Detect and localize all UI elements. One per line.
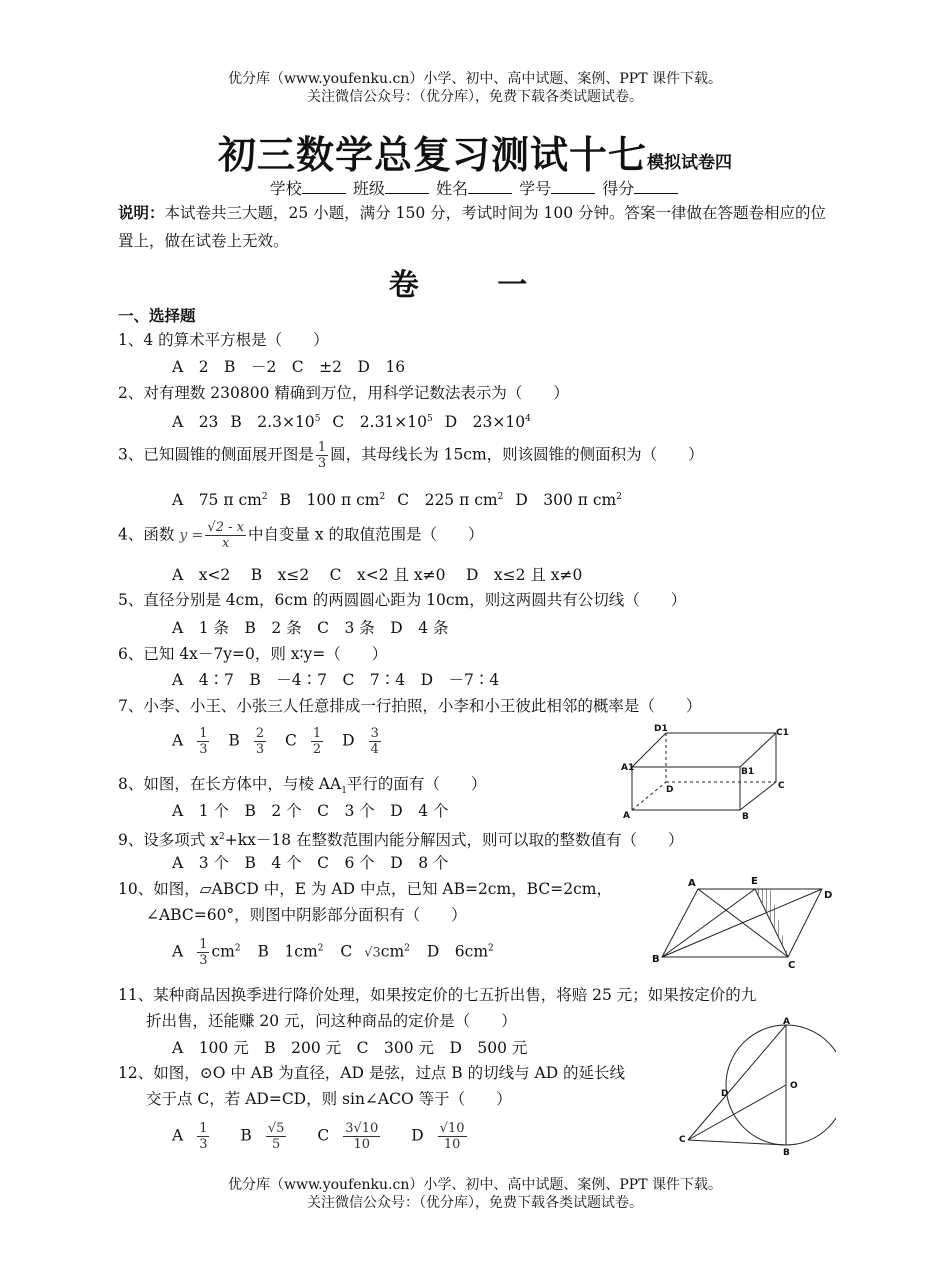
label-D: D [721,1089,729,1099]
circle-figure [676,1015,836,1163]
label-A1: A1 [621,763,635,773]
parallelogram-figure [650,872,840,972]
question-1-options: A 2 B －2 C ±2 D 16 [172,358,406,376]
question-3-options: A 75 π $cm^2$ B 100 π $cm^2$ C 225 π $cm^2$ D 300 π $cm^2$ [172,491,622,510]
header-line-2: 关注微信公众号：（优分库），免费下载各类试题试卷。 [307,89,643,105]
question-8: 8、如图，在长方体中，与棱 $AA_1$平行的面有（ ） [118,775,487,797]
question-12-options: A $\frac{1}{3}$ B $\frac{√5}{5}$ C $\frac{3√10}{10}$ D $\frac{√10}{10}$ [172,1121,465,1152]
title-main: 初三数学总复习测试十七 [217,133,647,177]
question-4-options: A x<2 B x≤2 C x<2 且 x≠0 D x≤2 且 x≠0 [172,566,583,584]
function-formula: $\frac{√2 - x}{x}$ [207,520,244,551]
question-8-options: A 1 个 B 2 个 C 3 个 D 4 个 [172,802,449,820]
label-C1: C1 [776,728,789,738]
label-A: A [783,1017,790,1027]
field-name: 姓名 [435,179,468,198]
label-B: B [742,812,749,822]
label-B1: B1 [741,767,755,777]
label-D: D [824,890,833,901]
field-id: 学号 [519,179,552,198]
question-4: 4、函数 y = $\frac{√2 - x}{x}$ 中自变量 x 的取值范围是（ ） [118,520,484,551]
volume-title: 卷 一 [388,268,562,303]
label-B: B [783,1148,790,1158]
question-6: 6、已知 4x－7y=0，则 x∶y=（ ） [118,645,388,663]
label-D1: D1 [654,724,668,734]
note-text: 本试卷共三大题，25 小题，满分 150 分，考试时间为 100 分钟。答案一律做在答题卷相应的位置上，做在试卷上无效。 [118,204,827,250]
question-9-options: A 3 个 B 4 个 C 6 个 D 8 个 [172,854,449,872]
question-3: 3、已知圆锥的侧面展开图是 $\frac{1}{3}$ 圆，其母线长为 15cm，则该圆锥的侧面积为（ ） [118,440,704,471]
question-11-options: A 100 元 B 200 元 C 300 元 D 500 元 [172,1039,528,1057]
title-sub: 模拟试卷四 [647,153,732,173]
question-12-line-1: 12、如图，⊙O 中 AB 为直径，AD 是弦，过点 B 的切线与 AD 的延长线 [118,1064,626,1082]
label-D: D [666,785,674,795]
label-E: E [751,876,758,887]
question-12-line-2: 交于点 C，若 AD=CD，则 sin∠ACO 等于（ ） [146,1090,512,1108]
question-7-options: A $\frac{1}{3}$ B $\frac{2}{3}$ C $\frac{1}{2}$ D $\frac{3}{4}$ [172,726,379,757]
label-C: C [788,960,796,971]
field-class: 班级 [352,179,385,198]
fraction: $\frac{1}{3}$ [317,440,327,471]
question-5-options: A 1 条 B 2 条 C 3 条 D 4 条 [172,619,449,637]
exam-note [118,199,834,255]
label-B: B [652,954,660,965]
question-1: 1、4 的算术平方根是（ ） [118,331,329,349]
label-A: A [688,878,696,889]
field-school: 学校 [269,179,302,198]
question-10-options: A $\frac{1}{3}$ $cm^2$ B $1cm^2$ C $√3cm^2$ D $6cm^2$ [172,937,494,968]
question-9: 9、设多项式 $x^2+kx-18$ 在整数范围内能分解因式，则可以取的整数值有（ ） [118,831,684,850]
student-info [0,176,950,199]
footer-line-2: 关注微信公众号：（优分库），免费下载各类试题试卷。 [307,1195,643,1211]
note-label: 说明： [118,204,165,222]
label-A: A [623,811,630,821]
question-6-options: A 4∶7 B －4∶7 C 7∶4 D －7∶4 [172,671,500,689]
question-10-line-2: ∠ABC=60°，则图中阴影部分面积有（ ） [146,906,467,924]
question-11-line-1: 11、某种商品因换季进行降价处理，如果按定价的七五折出售，将赔 25 元；如果按定价的九 [118,986,757,1004]
field-score: 得分 [602,179,635,198]
question-2-options: A 23 B $2.3\times 10^5$ C $2.31\times 10^5$ D $23\times 10^4$ [172,413,531,432]
question-7: 7、小李、小王、小张三人任意排成一行拍照，小李和小王彼此相邻的概率是（ ） [118,697,702,715]
label-C: C [679,1135,686,1145]
footer-line-1: 优分库（www.youfenku.cn）小学、初中、高中试题、案例、PPT 课件下载。 [227,1177,722,1193]
question-11-line-2: 折出售，还能赚 20 元，问这种商品的定价是（ ） [146,1012,517,1030]
question-2: 2、对有理数 230800 精确到万位，用科学记数法表示为（ ） [118,384,569,402]
exam-title [0,124,950,179]
cuboid-figure [618,720,793,825]
question-5: 5、直径分别是 4cm，6cm 的两圆圆心距为 10cm，则这两圆共有公切线（ ） [118,591,687,609]
label-O: O [790,1081,798,1091]
label-C: C [778,781,785,791]
section-title: 一、选择题 [118,307,196,325]
question-10-line-1: 10、如图，▱ABCD 中，E 为 AD 中点，已知 AB=2cm，BC=2cm， [118,880,612,898]
header-line-1: 优分库（www.youfenku.cn）小学、初中、高中试题、案例、PPT 课件下载。 [227,71,722,87]
